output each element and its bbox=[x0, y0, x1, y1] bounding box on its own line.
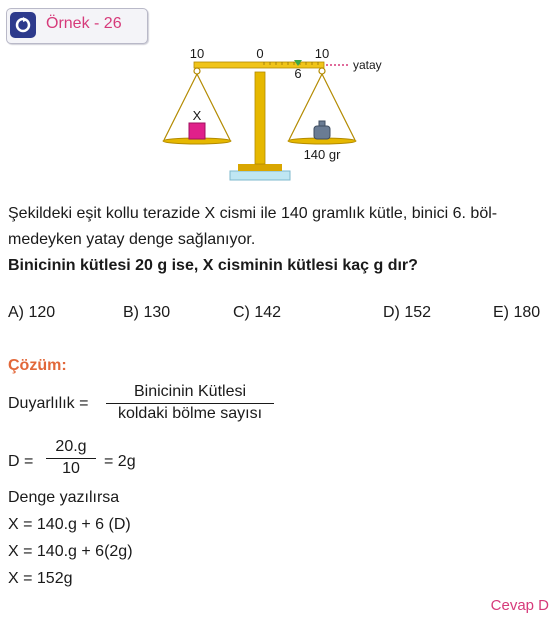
balance-intro: Denge yazılırsa bbox=[8, 489, 120, 506]
d-lhs: D = bbox=[8, 453, 34, 470]
solution-title: Çözüm: bbox=[8, 357, 67, 374]
right-tick-label: 10 bbox=[314, 46, 330, 61]
equation-1: X = 140.g + 6 (D) bbox=[8, 516, 131, 533]
sensitivity-fraction-bar bbox=[106, 403, 274, 404]
rider-position-label: 6 bbox=[294, 66, 302, 81]
choice-c[interactable]: C) 142 bbox=[233, 304, 282, 321]
left-tick-label: 10 bbox=[189, 46, 205, 61]
question-line-3: Binicinin kütlesi 20 g ise, X cisminin kütlesi kaç g dır? bbox=[8, 257, 418, 274]
object-x-label: X bbox=[192, 108, 202, 123]
center-tick-label: 0 bbox=[256, 46, 264, 61]
scale-base bbox=[230, 171, 290, 180]
balance-scale-figure bbox=[150, 40, 410, 190]
question-line-2: medeyken yatay denge sağlanıyor. bbox=[8, 231, 256, 248]
level-label: yatay bbox=[353, 58, 382, 72]
refresh-icon bbox=[10, 12, 36, 38]
equation-2: X = 140.g + 6(2g) bbox=[8, 543, 133, 560]
d-numerator: 20.g bbox=[55, 438, 87, 455]
choice-a[interactable]: A) 120 bbox=[8, 304, 56, 321]
example-title: Örnek - 26 bbox=[46, 15, 122, 32]
object-x bbox=[189, 123, 205, 139]
mass-label: 140 gr bbox=[303, 147, 341, 162]
scale-beam bbox=[194, 62, 324, 68]
choice-d[interactable]: D) 152 bbox=[383, 304, 432, 321]
sensitivity-denominator: koldaki bölme sayısı bbox=[117, 405, 263, 422]
scale-foot bbox=[238, 164, 282, 171]
sensitivity-numerator: Binicinin Kütlesi bbox=[133, 383, 247, 400]
d-fraction-bar bbox=[46, 458, 96, 459]
choice-e[interactable]: E) 180 bbox=[493, 304, 541, 321]
mass-weight bbox=[314, 126, 330, 139]
scale-pillar bbox=[255, 72, 265, 164]
choice-b[interactable]: B) 130 bbox=[123, 304, 171, 321]
d-denominator: 10 bbox=[62, 460, 80, 477]
equation-3: X = 152g bbox=[8, 570, 73, 587]
d-rhs: = 2g bbox=[104, 453, 136, 470]
sensitivity-lhs: Duyarlılık = bbox=[8, 395, 89, 412]
question-line-1: Şekildeki eşit kollu terazide X cismi ile 140 gramlık kütle, binici 6. böl- bbox=[8, 205, 498, 222]
answer-label: Cevap D bbox=[490, 597, 549, 614]
